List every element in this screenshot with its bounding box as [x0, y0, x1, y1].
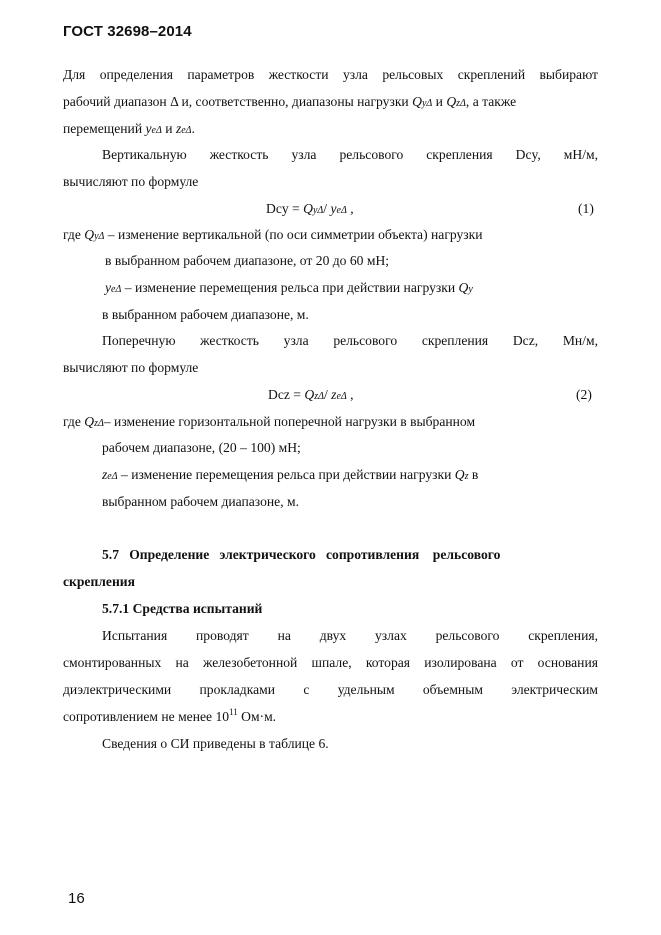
paragraph-line: Для определения параметров жесткости узла рельсовых скреплений выбирают [63, 67, 598, 82]
formula-number-1: (1) [578, 201, 594, 216]
paragraph-line: вычисляют по формуле [63, 174, 199, 189]
paragraph-line: где QzΔ– изменение горизонтальной поперечной нагрузки в выбранном [63, 414, 476, 429]
paragraph-line: Испытания проводят на двух узлах рельсового скрепления, [102, 628, 598, 643]
paragraph-line: zeΔ – изменение перемещения рельса при действии нагрузки Qz в [102, 467, 479, 482]
paragraph-line: Поперечную жесткость узла рельсового скрепления Dcz, Мн/м, [102, 333, 598, 348]
paragraph-line: вычисляют по формуле [63, 360, 199, 375]
subsection-heading-5-7-1: 5.7.1 Средства испытаний [102, 601, 263, 616]
formula-2: Dcz = QzΔ/ zeΔ , [268, 387, 354, 402]
paragraph-line: рабочий диапазон Δ и, соответственно, диапазоны нагрузки QyΔ и QzΔ, а также [63, 94, 517, 109]
paragraph-line: Вертикальную жесткость узла рельсового скрепления Dcy, мН/м, [102, 147, 598, 162]
paragraph-line: рабочем диапазоне, (20 – 100) мН; [102, 440, 301, 455]
paragraph-line: в выбранном рабочем диапазоне, м. [102, 307, 309, 322]
paragraph-line: сопротивлением не менее $10^{11}$ Ом·м. [63, 707, 277, 724]
paragraph-line: выбранном рабочем диапазоне, м. [102, 494, 299, 509]
paragraph-line: в выбранном рабочем диапазоне, от 20 до 60 мН; [105, 253, 390, 268]
paragraph-line: смонтированных на железобетонной шпале, которая изолирована от основания [63, 655, 598, 670]
section-heading-5-7: 5.7 Определение электрического сопротивления рельсового [102, 547, 501, 562]
paragraph-line: диэлектрическими прокладками с удельным объемным электрическим [63, 682, 598, 697]
paragraph-line: где QyΔ – изменение вертикальной (по оси симметрии объекта) нагрузки [63, 227, 483, 242]
formula-1: Dcy = QyΔ/ yeΔ , [266, 201, 354, 216]
formula-number-2: (2) [576, 387, 592, 402]
document-header: ГОСТ 32698–2014 [63, 23, 192, 40]
paragraph-line: yeΔ – изменение перемещения рельса при действии нагрузки Qy [105, 280, 473, 295]
page-number: 16 [68, 890, 85, 907]
paragraph-line: перемещений yeΔ и zeΔ. [63, 121, 195, 136]
section-heading-5-7-cont: скрепления [63, 574, 135, 589]
paragraph-line: Сведения о СИ приведены в таблице 6. [102, 736, 329, 751]
